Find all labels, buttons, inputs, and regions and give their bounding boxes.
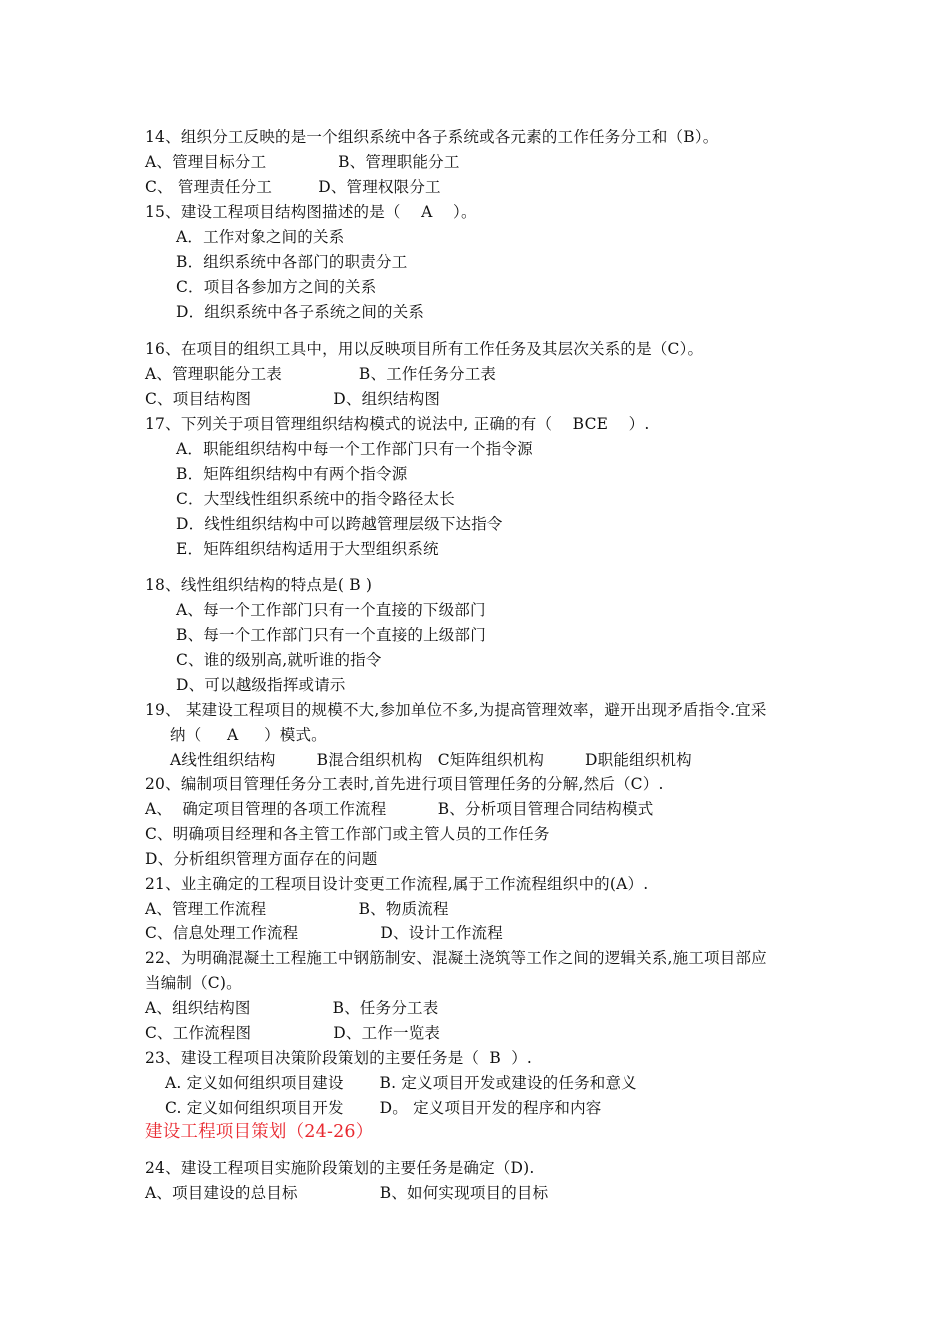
- question-17: 17、下列关于项目管理组织结构模式的说法中, 正确的有（ BCE ）.: [145, 415, 650, 433]
- q16-options-cd: C、项目结构图 D、组织结构图: [145, 390, 441, 408]
- q15-option-b: B．组织系统中各部门的职责分工: [176, 253, 408, 271]
- q14-options-cd: C、 管理责任分工 D、管理权限分工: [145, 178, 441, 196]
- q23-options-ab: A. 定义如何组织项目建设 B. 定义项目开发或建设的任务和意义: [165, 1074, 637, 1092]
- question-22-cont: 当编制（C)。: [145, 974, 242, 992]
- question-16: 16、在项目的组织工具中，用以反映项目所有工作任务及其层次关系的是（C）。: [145, 340, 704, 358]
- q21-options-cd: C、信息处理工作流程 D、设计工作流程: [145, 924, 503, 942]
- q16-options-ab: A、管理职能分工表 B、工作任务分工表: [145, 365, 497, 383]
- q17-option-e: E．矩阵组织结构适用于大型组织系统: [176, 540, 439, 558]
- section-heading: 建设工程项目策划（24-26）: [145, 1122, 374, 1142]
- q14-options-ab: A、管理目标分工 B、管理职能分工: [145, 153, 460, 171]
- q24-options-ab: A、项目建设的总目标 B、如何实现项目的目标: [145, 1184, 549, 1202]
- q15-option-c: C．项目各参加方之间的关系: [176, 278, 377, 296]
- q17-option-c: C．大型线性组织系统中的指令路径太长: [176, 490, 455, 508]
- q15-option-a: A．工作对象之间的关系: [176, 228, 345, 246]
- question-23: 23、建设工程项目决策阶段策划的主要任务是（ B ）.: [145, 1049, 533, 1067]
- q20-option-c: C、明确项目经理和各主管工作部门或主管人员的工作任务: [145, 825, 550, 843]
- q15-option-d: D．组织系统中各子系统之间的关系: [176, 303, 425, 321]
- q17-option-d: D．线性组织结构中可以跨越管理层级下达指令: [176, 515, 503, 533]
- q18-option-a: A、每一个工作部门只有一个直接的下级部门: [176, 601, 486, 619]
- question-22: 22、为明确混凝土工程施工中钢筋制安、混凝土浇筑等工作之间的逻辑关系,施工项目部应: [145, 949, 767, 967]
- question-14: 14、组织分工反映的是一个组织系统中各子系统或各元素的工作任务分工和（B）。: [145, 128, 719, 146]
- q22-options-cd: C、工作流程图 D、工作一览表: [145, 1024, 441, 1042]
- question-15: 15、建设工程项目结构图描述的是（ A ）。: [145, 203, 477, 221]
- q22-options-ab: A、组织结构图 B、任务分工表: [145, 999, 439, 1017]
- question-19: 19、 某建设工程项目的规模不大,参加单位不多,为提高管理效率，避开出现矛盾指令.宜采: [145, 701, 767, 719]
- q21-options-ab: A、管理工作流程 B、物质流程: [145, 900, 449, 918]
- q17-option-a: A．职能组织结构中每一个工作部门只有一个指令源: [176, 440, 533, 458]
- q17-option-b: B．矩阵组织结构中有两个指令源: [176, 465, 408, 483]
- q20-options-ab: A、 确定项目管理的各项工作流程 B、分析项目管理合同结构模式: [145, 800, 654, 818]
- question-21: 21、业主确定的工程项目设计变更工作流程,属于工作流程组织中的(A）.: [145, 875, 649, 893]
- q19-options: A线性组织结构 B混合组织机构 C矩阵组织机构 D职能组织机构: [170, 751, 692, 769]
- question-19-cont: 纳（ A ）模式。: [170, 726, 327, 744]
- q20-option-d: D、分析组织管理方面存在的问题: [145, 850, 378, 868]
- question-20: 20、编制项目管理任务分工表时,首先进行项目管理任务的分解,然后（C）.: [145, 775, 664, 793]
- q18-option-b: B、每一个工作部门只有一个直接的上级部门: [176, 626, 486, 644]
- question-24: 24、建设工程项目实施阶段策划的主要任务是确定（D).: [145, 1159, 535, 1177]
- q18-option-d: D、可以越级指挥或请示: [176, 676, 346, 694]
- q18-option-c: C、谁的级别高,就听谁的指令: [176, 651, 382, 669]
- question-18: 18、线性组织结构的特点是( B ): [145, 576, 373, 594]
- q23-options-cd: C. 定义如何组织项目开发 D。 定义项目开发的程序和内容: [165, 1099, 602, 1117]
